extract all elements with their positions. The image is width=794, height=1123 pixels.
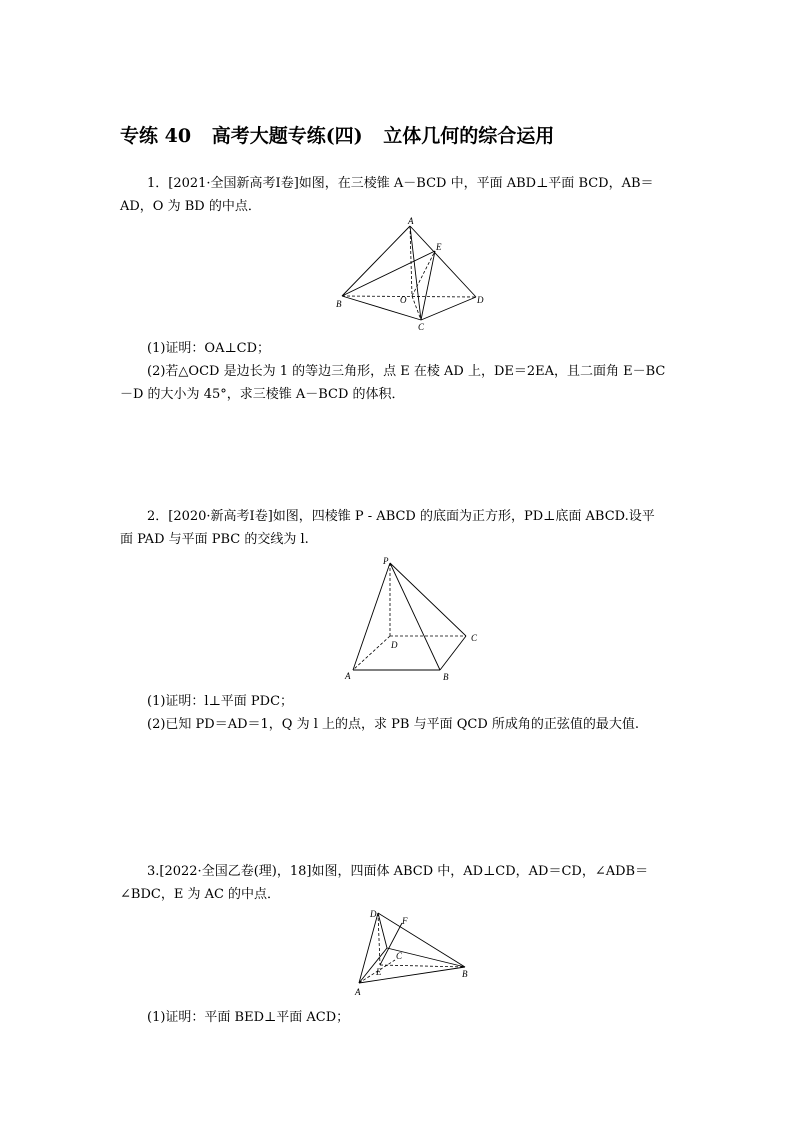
- problem-2-stem: [120, 505, 675, 551]
- fig1-label-a: A: [408, 216, 414, 226]
- problem-3-line-1: 3.[2022·全国乙卷(理)，18]如图，四面体 ABCD 中，AD⊥CD，AD＝CD，∠ADB＝: [147, 864, 649, 879]
- fig2-label-c: C: [471, 633, 478, 643]
- fig3-label-c: C: [396, 951, 403, 961]
- fig3-label-d: D: [370, 909, 377, 919]
- fig2-label-a: A: [345, 671, 351, 681]
- fig3-label-e: E: [376, 967, 382, 977]
- problem-1-part-1: (1)证明：OA⊥CD；: [147, 341, 271, 356]
- problem-1-part-2: (2)若△OCD 是边长为 1 的等边三角形，点 E 在棱 AD 上，DE＝2EA，且二面角 E－BC: [147, 364, 666, 379]
- problem-3-stem: [120, 860, 675, 906]
- problem-2-parts: [120, 690, 675, 736]
- problem-3-line-2: ∠BDC，E 为 AC 的中点．: [120, 887, 281, 902]
- problem-2-line-2: 面 PAD 与平面 PBC 的交线为 l.: [120, 532, 309, 547]
- page-title: [120, 121, 568, 148]
- problem-1-line-1: 1．[2021·全国新高考Ⅰ卷]如图，在三棱锥 A－BCD 中，平面 ABD⊥平面 BCD，AB＝: [147, 176, 654, 191]
- title-number: 专练 40: [120, 125, 192, 147]
- fig2-label-p: P: [383, 556, 389, 566]
- problem-2-figure: [340, 553, 490, 688]
- fig2-label-d: D: [391, 640, 398, 650]
- title-topic: 立体几何的综合运用: [383, 125, 555, 147]
- fig1-label-c: C: [418, 322, 425, 332]
- problem-3-part-1: (1)证明：平面 BED⊥平面 ACD；: [147, 1010, 350, 1025]
- problem-2-part-1: (1)证明：l⊥平面 PDC；: [147, 694, 294, 709]
- fig1-label-o: O: [400, 295, 407, 305]
- problem-1-figure: [330, 216, 490, 336]
- fig2-label-b: B: [443, 672, 449, 682]
- fig1-label-d: D: [477, 295, 484, 305]
- fig1-label-e: E: [436, 242, 442, 252]
- fig3-label-f: F: [402, 916, 408, 926]
- title-series: 高考大题专练(四): [211, 125, 363, 147]
- fig1-label-b: B: [336, 299, 342, 309]
- problem-1-part-2-cont: －D 的大小为 45°，求三棱锥 A－BCD 的体积．: [120, 387, 405, 402]
- problem-3-figure: [350, 905, 480, 1000]
- problem-1-stem: [120, 172, 675, 218]
- problem-1-line-2: AD，O 为 BD 的中点．: [120, 199, 261, 214]
- fig3-label-a: A: [355, 987, 361, 997]
- problem-3-parts: [120, 1006, 675, 1029]
- fig3-label-b: B: [462, 969, 468, 979]
- problem-2-line-1: 2．[2020·新高考Ⅰ卷]如图，四棱锥 P - ABCD 的底面为正方形，PD⊥底面 ABCD.设平: [147, 509, 655, 524]
- problem-1-parts: [120, 337, 675, 406]
- problem-2-part-2: (2)已知 PD＝AD＝1，Q 为 l 上的点，求 PB 与平面 QCD 所成角的正弦值的最大值.: [147, 717, 640, 732]
